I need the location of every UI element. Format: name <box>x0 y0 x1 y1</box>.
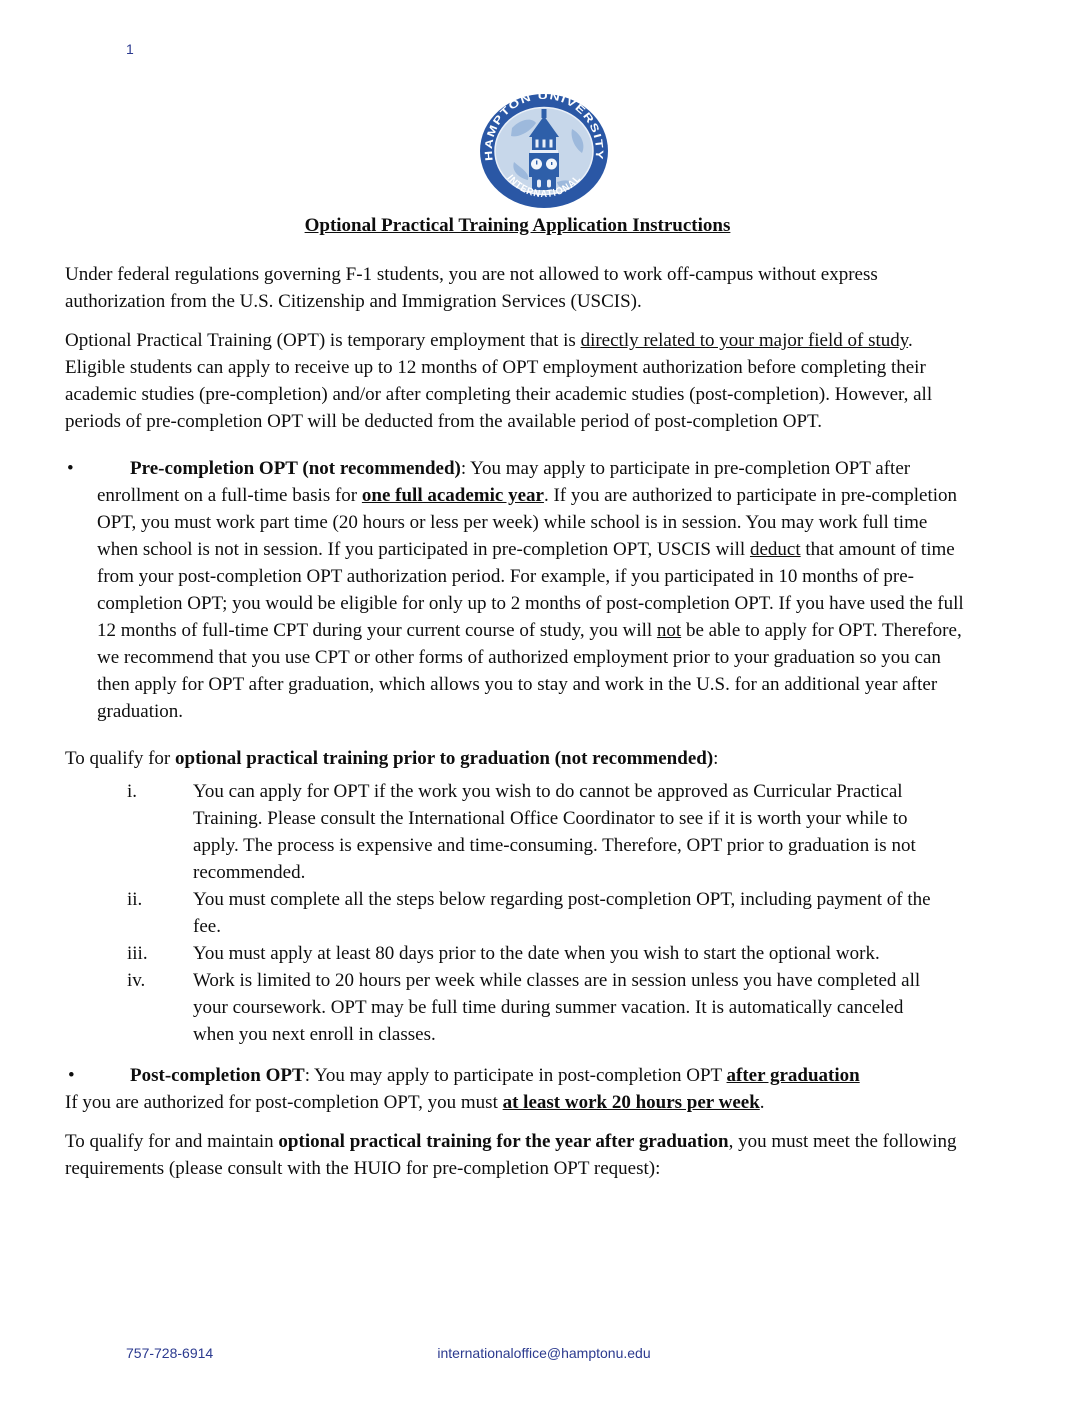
logo-arc-bottom-text: INTERNATIONAL <box>504 172 584 201</box>
bullet-icon: • <box>67 458 74 479</box>
intro-paragraph-opt-definition: Optional Practical Training (OPT) is temporary employment that is directly related to your major field of study. Eligible students can apply to receive up to 12 months of OPT employment authorization before completing their academic studies (pre-completion) and/or after completing their academic studies (post-completion). However, all periods of pre-completion OPT will be deducted from the available period of post-completion OPT. <box>65 330 933 432</box>
roman-numeral: i. <box>127 781 138 802</box>
intro-paragraph-regulations: Under federal regulations governing F-1 students, you are not allowed to work off-campus without express authorization from the U.S. Citizenship and Immigration Services (USCIS). <box>65 264 878 312</box>
page-footer <box>0 1342 1088 1366</box>
document-title: Optional Practical Training Application Instructions <box>304 215 731 236</box>
document-body <box>65 212 970 1182</box>
page-number: 1 <box>126 41 134 57</box>
post-completion-opt-line1: Post-completion OPT: You may apply to participate in post-completion OPT after graduation <box>130 1065 860 1086</box>
pre-completion-opt-text: Pre-completion OPT (not recommended): You may apply to participate in pre-completion OPT after enrollment on a full-time basis for one full academic year. If you are authorized to participate in pre-completion OPT, you must work part time (20 hours or less per week) while school is in session. You may work full time when school is not in session. If you participated in pre-completion OPT, USCIS will deduct that amount of time from your post-completion OPT authorization period. For example, if you participated in 10 months of pre-completion OPT; you would be eligible for only up to 2 months of post-completion OPT. If you have used the full 12 months of full-time CPT during your current course of study, you will not be able to apply for OPT. Therefore, we recommend that you use CPT or other forms of authorized employment prior to your graduation so you can then apply for OPT after graduation, which allows you to stay and work in the U.S. for an additional year after graduation. <box>97 458 964 722</box>
list-item-text: You can apply for OPT if the work you wish to do cannot be approved as Curricular Practical Training. Please consult the International Office Coordinator to see if it is worth your while to apply. The process is expensive and time-consuming. Therefore, OPT prior to graduation is not recommended. <box>193 781 916 883</box>
qualify-post-graduation-line: To qualify for and maintain optional practical training for the year after graduation, you must meet the following requirements (please consult with the HUIO for pre-completion OPT request): <box>65 1131 957 1179</box>
bullet-icon: • <box>68 1065 75 1086</box>
hampton-university-international-logo <box>477 92 611 212</box>
list-item-text: You must apply at least 80 days prior to the date when you wish to start the optional work. <box>193 943 880 964</box>
qualify-pre-graduation-line: To qualify for optional practical training prior to graduation (not recommended): <box>65 748 719 769</box>
list-item-text: Work is limited to 20 hours per week while classes are in session unless you have completed all your coursework. OPT may be full time during summer vacation. It is automatically canceled when you next enroll in classes. <box>193 970 921 1045</box>
university-seal-icon <box>477 92 611 212</box>
list-item <box>65 940 970 967</box>
list-item-text: You must complete all the steps below regarding post-completion OPT, including payment of the fee. <box>193 889 931 937</box>
roman-numeral: iii. <box>127 943 148 964</box>
list-item <box>65 886 970 940</box>
roman-numeral-list <box>65 778 970 1048</box>
logo-arc-top-text: HAMPTON UNIVERSITY <box>482 92 606 162</box>
footer-phone: 757-728-6914 <box>126 1345 214 1361</box>
post-completion-opt-line2: If you are authorized for post-completion OPT, you must at least work 20 hours per week. <box>65 1092 765 1113</box>
roman-numeral: iv. <box>127 970 146 991</box>
footer-email: internationaloffice@hamptonu.edu <box>437 1345 651 1361</box>
post-completion-opt-bullet <box>65 1062 970 1116</box>
list-item <box>65 778 970 886</box>
roman-numeral: ii. <box>127 889 143 910</box>
pre-completion-opt-bullet <box>67 455 969 725</box>
list-item <box>65 967 970 1048</box>
